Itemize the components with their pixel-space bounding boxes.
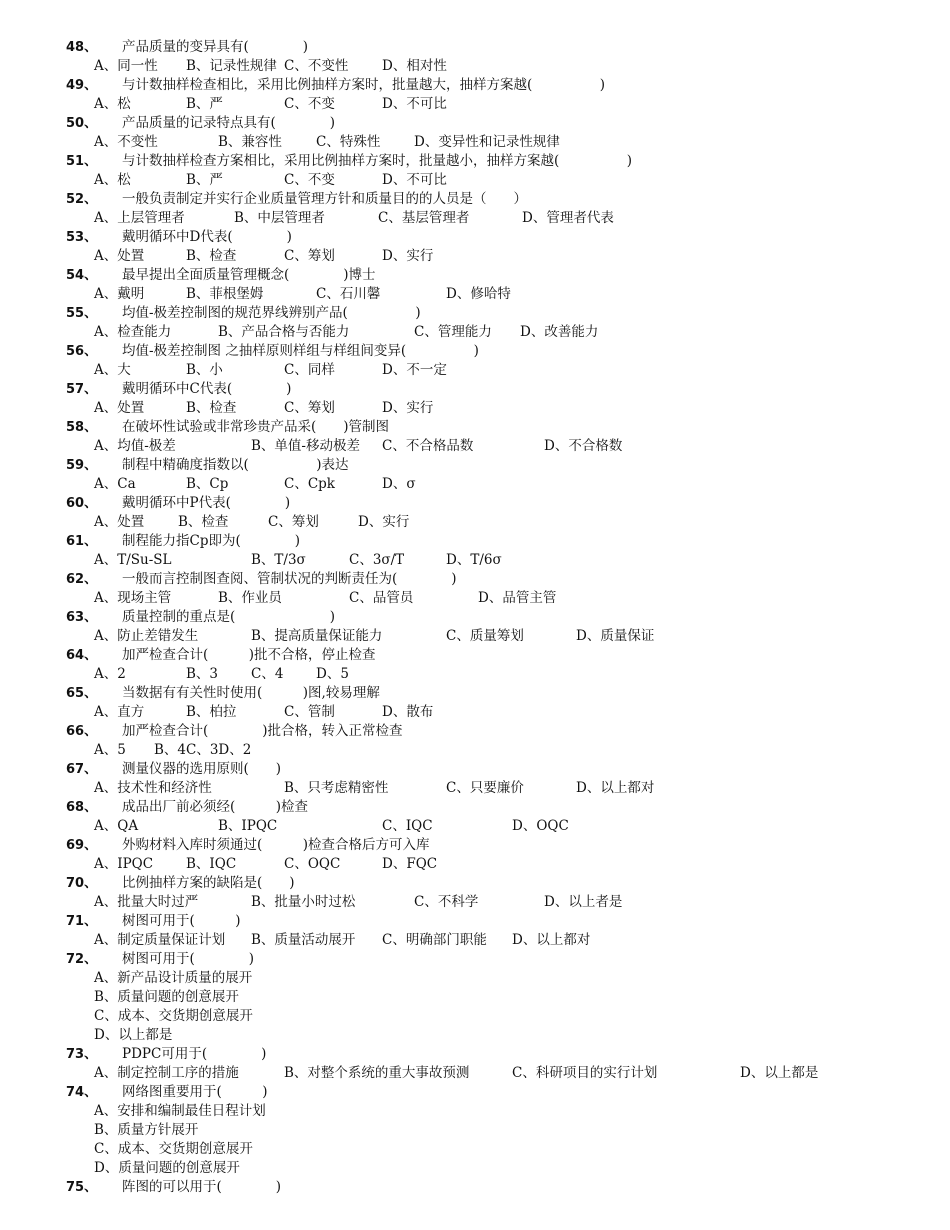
question-number: 65、 xyxy=(66,686,98,701)
question-line xyxy=(0,567,950,586)
answer-option: C、成本、交货期创意展开 xyxy=(94,1008,253,1024)
answer-option: A、不变性 xyxy=(94,134,158,150)
answer-option: B、作业员 xyxy=(218,590,282,606)
answer-option: B、Cp xyxy=(186,476,229,492)
question-line xyxy=(0,339,950,358)
options-line xyxy=(0,548,950,567)
question-number: 51、 xyxy=(66,154,98,169)
question-text: 最早提出全面质量管理概念( )博士 xyxy=(122,267,376,283)
question-number: 48、 xyxy=(66,40,98,55)
question-text: 戴明循环中D代表( ) xyxy=(122,229,292,245)
question-text: 产品质量的变异具有( ) xyxy=(122,39,309,55)
question-number: 59、 xyxy=(66,458,98,473)
options-line xyxy=(0,396,950,415)
question-text: 树图可用于( ) xyxy=(122,913,241,929)
answer-option: C、科研项目的实行计划 xyxy=(512,1065,658,1081)
answer-option: C、筹划 xyxy=(284,400,335,416)
answer-option: C、基层管理者 xyxy=(378,210,470,226)
answer-option: A、大 xyxy=(94,362,131,378)
answer-option: A、处置 xyxy=(94,400,145,416)
options-line xyxy=(0,168,950,187)
answer-option: C、成本、交货期创意展开 xyxy=(94,1141,253,1157)
answer-option: C、同样 xyxy=(284,362,335,378)
options-line xyxy=(0,624,950,643)
answer-option: C、IQC xyxy=(382,818,433,834)
answer-option: D、质量问题的创意展开 xyxy=(94,1160,240,1176)
answer-option: D、实行 xyxy=(358,514,410,530)
question-line xyxy=(0,795,950,814)
answer-option: A、批量大时过严 xyxy=(94,894,199,910)
options-line xyxy=(0,1099,950,1118)
answer-option: C、只要廉价 xyxy=(446,780,524,796)
question-line xyxy=(0,263,950,282)
question-number: 55、 xyxy=(66,306,98,321)
question-number: 70、 xyxy=(66,876,98,891)
answer-option: D、修哈特 xyxy=(446,286,511,302)
question-text: 产品质量的记录特点具有( ) xyxy=(122,115,336,131)
options-line xyxy=(0,320,950,339)
options-line xyxy=(0,92,950,111)
answer-option: C、品管员 xyxy=(349,590,414,606)
answer-option: A、2 xyxy=(94,666,126,682)
answer-option: B、只考虑精密性 xyxy=(284,780,389,796)
question-line xyxy=(0,529,950,548)
question-number: 53、 xyxy=(66,230,98,245)
options-line xyxy=(0,700,950,719)
options-line xyxy=(0,244,950,263)
answer-option: B、柏拉 xyxy=(186,704,237,720)
question-line xyxy=(0,377,950,396)
answer-option: C、不变 xyxy=(284,96,335,112)
question-number: 67、 xyxy=(66,762,98,777)
question-text: 与计数抽样检查相比，采用比例抽样方案时，批量越大，抽样方案越( ) xyxy=(122,77,606,93)
question-line xyxy=(0,947,950,966)
options-line xyxy=(0,738,950,757)
answer-option: C、不科学 xyxy=(414,894,479,910)
question-number: 66、 xyxy=(66,724,98,739)
question-number: 60、 xyxy=(66,496,98,511)
question-number: 75、 xyxy=(66,1180,98,1195)
question-number: 73、 xyxy=(66,1047,98,1062)
question-text: 成品出厂前必须经( )检查 xyxy=(122,799,309,815)
question-text: 一般负责制定并实行企业质量管理方针和质量目的的人员是（ ） xyxy=(122,191,527,207)
options-line xyxy=(0,586,950,605)
question-number: 61、 xyxy=(66,534,98,549)
answer-option: B、质量问题的创意展开 xyxy=(94,989,239,1005)
question-line xyxy=(0,225,950,244)
answer-option: A、同一性 xyxy=(94,58,158,74)
options-line xyxy=(0,130,950,149)
answer-option: A、Ca xyxy=(94,476,136,492)
options-line xyxy=(0,852,950,871)
answer-option: A、松 xyxy=(94,96,131,112)
question-number: 50、 xyxy=(66,116,98,131)
answer-option: B、T/3σ xyxy=(251,552,306,568)
question-text: 均值-极差控制图的规范界线辨别产品( ) xyxy=(122,305,421,321)
question-text: 外购材料入库时须通过( )检查合格后方可入库 xyxy=(122,837,430,853)
options-line xyxy=(0,434,950,453)
question-text: 加严检查合计( )批合格，转入正常检查 xyxy=(122,723,403,739)
answer-option: A、新产品设计质量的展开 xyxy=(94,970,253,986)
question-number: 69、 xyxy=(66,838,98,853)
question-text: 制程能力指Cp即为( ) xyxy=(122,533,301,549)
answer-option: C、筹划 xyxy=(284,248,335,264)
options-line xyxy=(0,966,950,985)
options-line xyxy=(0,358,950,377)
options-line xyxy=(0,1023,950,1042)
question-line xyxy=(0,111,950,130)
answer-option: B、质量活动展开 xyxy=(251,932,356,948)
answer-option: B、严 xyxy=(186,96,223,112)
question-number: 54、 xyxy=(66,268,98,283)
answer-option: A、技术性和经济性 xyxy=(94,780,212,796)
options-line xyxy=(0,510,950,529)
question-text: 一般而言控制图查阅、管制状况的判断责任为( ) xyxy=(122,571,457,587)
answer-option: D、改善能力 xyxy=(520,324,599,340)
answer-option: D、以上都是 xyxy=(94,1027,173,1043)
question-line xyxy=(0,833,950,852)
answer-option: D、散布 xyxy=(382,704,434,720)
answer-option: D、不一定 xyxy=(382,362,447,378)
answer-option: A、T/Su-SL xyxy=(94,552,172,568)
question-line xyxy=(0,35,950,54)
answer-option: B、严 xyxy=(186,172,223,188)
answer-option: B、检查 xyxy=(186,248,237,264)
question-text: 测量仪器的选用原则( ) xyxy=(122,761,282,777)
answer-option: B、菲根堡姆 xyxy=(186,286,264,302)
answer-option: B、小 xyxy=(186,362,223,378)
answer-option: B、IQC xyxy=(186,856,237,872)
question-text: 加严检查合计( )批不合格，停止检查 xyxy=(122,647,376,663)
answer-option: A、现场主管 xyxy=(94,590,172,606)
question-number: 74、 xyxy=(66,1085,98,1100)
options-line xyxy=(0,1061,950,1080)
answer-option: B、IPQC xyxy=(218,818,278,834)
answer-option: C、明确部门职能 xyxy=(382,932,487,948)
question-line xyxy=(0,415,950,434)
question-number: 56、 xyxy=(66,344,98,359)
question-line xyxy=(0,149,950,168)
answer-option: C、不变性 xyxy=(284,58,349,74)
answer-option: C、不变 xyxy=(284,172,335,188)
answer-option: D、实行 xyxy=(382,248,434,264)
question-line xyxy=(0,1175,950,1194)
options-line xyxy=(0,282,950,301)
answer-option: C、特殊性 xyxy=(316,134,381,150)
question-number: 62、 xyxy=(66,572,98,587)
answer-option: B、兼容性 xyxy=(218,134,282,150)
answer-option: A、防止差错发生 xyxy=(94,628,199,644)
question-line xyxy=(0,909,950,928)
question-line xyxy=(0,1042,950,1061)
answer-option: A、检查能力 xyxy=(94,324,172,340)
answer-option: A、均值-极差 xyxy=(94,438,176,454)
answer-option: C、4 xyxy=(251,666,284,682)
options-line xyxy=(0,890,950,909)
options-line xyxy=(0,54,950,73)
answer-option: B、提高质量保证能力 xyxy=(251,628,383,644)
answer-option: A、直方 xyxy=(94,704,145,720)
answer-option: D、以上都对 xyxy=(512,932,591,948)
answer-option: A、QA xyxy=(94,818,139,834)
question-text: 质量控制的重点是( ) xyxy=(122,609,336,625)
options-line xyxy=(0,1137,950,1156)
question-text: PDPC可用于( ) xyxy=(122,1046,267,1062)
options-line xyxy=(0,662,950,681)
question-line xyxy=(0,757,950,776)
answer-option: D、不可比 xyxy=(382,96,447,112)
answer-option: D、5 xyxy=(316,666,349,682)
question-line xyxy=(0,719,950,738)
answer-option: B、对整个系统的重大事故预测 xyxy=(284,1065,470,1081)
question-number: 58、 xyxy=(66,420,98,435)
answer-option: D、以上者是 xyxy=(544,894,623,910)
question-text: 戴明循环中C代表( ) xyxy=(122,381,292,397)
answer-option: A、处置 xyxy=(94,514,145,530)
answer-option: C、石川馨 xyxy=(316,286,381,302)
question-line xyxy=(0,605,950,624)
answer-option: D、以上都是 xyxy=(740,1065,819,1081)
answer-option: D、σ xyxy=(382,476,416,492)
question-line xyxy=(0,187,950,206)
question-number: 49、 xyxy=(66,78,98,93)
question-number: 52、 xyxy=(66,192,98,207)
answer-option: B、产品合格与否能力 xyxy=(218,324,350,340)
answer-option: B、质量方针展开 xyxy=(94,1122,199,1138)
answer-option: D、不可比 xyxy=(382,172,447,188)
question-text: 与计数抽样检查方案相比，采用比例抽样方案时，批量越小，抽样方案越( ) xyxy=(122,153,633,169)
question-line xyxy=(0,1080,950,1099)
answer-option: D、质量保证 xyxy=(576,628,655,644)
options-line xyxy=(0,1004,950,1023)
answer-option: C、3σ/T xyxy=(349,552,405,568)
answer-option: C、质量筹划 xyxy=(446,628,524,644)
options-line xyxy=(0,928,950,947)
question-text: 在破坏性试验或非常珍贵产品采( )管制图 xyxy=(122,419,390,435)
answer-option: B、3 xyxy=(186,666,219,682)
answer-option: C、管制 xyxy=(284,704,335,720)
answer-option: A、IPQC xyxy=(94,856,154,872)
answer-option: A、制定控制工序的措施 xyxy=(94,1065,239,1081)
answer-option: D、不合格数 xyxy=(544,438,623,454)
answer-option: D、以上都对 xyxy=(576,780,655,796)
answer-option: A、处置 xyxy=(94,248,145,264)
answer-option: D、变异性和记录性规律 xyxy=(414,134,560,150)
answer-option: D、实行 xyxy=(382,400,434,416)
answer-option: D、OQC xyxy=(512,818,569,834)
question-text: 戴明循环中P代表( ) xyxy=(122,495,291,511)
answer-option: A、5 xyxy=(94,742,126,758)
question-number: 63、 xyxy=(66,610,98,625)
question-text: 阵图的可以用于( ) xyxy=(122,1179,282,1195)
answer-option: A、戴明 xyxy=(94,286,145,302)
answer-option: D、FQC xyxy=(382,856,438,872)
options-line xyxy=(0,472,950,491)
options-line xyxy=(0,206,950,225)
answer-option: D、管理者代表 xyxy=(522,210,614,226)
answer-option: A、上层管理者 xyxy=(94,210,185,226)
answer-option: B、4C、3D、2 xyxy=(154,742,252,758)
options-line xyxy=(0,814,950,833)
question-line xyxy=(0,73,950,92)
answer-option: A、松 xyxy=(94,172,131,188)
question-line xyxy=(0,301,950,320)
question-text: 制程中精确度指数以( )表达 xyxy=(122,457,349,473)
answer-option: B、单值-移动极差 xyxy=(251,438,360,454)
question-line xyxy=(0,871,950,890)
question-text: 比例抽样方案的缺陷是( ) xyxy=(122,875,295,891)
question-text: 当数据有有关性时使用( )图,较易理解 xyxy=(122,685,380,701)
question-line xyxy=(0,643,950,662)
answer-option: D、T/6σ xyxy=(446,552,502,568)
question-number: 68、 xyxy=(66,800,98,815)
question-number: 64、 xyxy=(66,648,98,663)
question-text: 网络图重要用于( ) xyxy=(122,1084,268,1100)
answer-option: A、安排和编制最佳日程计划 xyxy=(94,1103,266,1119)
question-text: 树图可用于( ) xyxy=(122,951,255,967)
options-line xyxy=(0,985,950,1004)
answer-option: B、记录性规律 xyxy=(186,58,277,74)
question-number: 71、 xyxy=(66,914,98,929)
answer-option: C、Cpk xyxy=(284,476,335,492)
question-line xyxy=(0,453,950,472)
answer-option: C、OQC xyxy=(284,856,341,872)
answer-option: D、相对性 xyxy=(382,58,447,74)
options-line xyxy=(0,1118,950,1137)
question-line xyxy=(0,681,950,700)
answer-option: D、品管主管 xyxy=(478,590,557,606)
question-number: 57、 xyxy=(66,382,98,397)
answer-option: B、批量小时过松 xyxy=(251,894,356,910)
answer-option: B、检查 xyxy=(186,400,237,416)
answer-option: A、制定质量保证计划 xyxy=(94,932,226,948)
answer-option: B、中层管理者 xyxy=(234,210,325,226)
question-number: 72、 xyxy=(66,952,98,967)
answer-option: B、检查 xyxy=(178,514,229,530)
answer-option: C、筹划 xyxy=(268,514,319,530)
options-line xyxy=(0,1156,950,1175)
answer-option: C、不合格品数 xyxy=(382,438,474,454)
options-line xyxy=(0,776,950,795)
answer-option: C、管理能力 xyxy=(414,324,492,340)
question-text: 均值-极差控制图 之抽样原则样组与样组间变异( ) xyxy=(122,343,479,359)
question-line xyxy=(0,491,950,510)
